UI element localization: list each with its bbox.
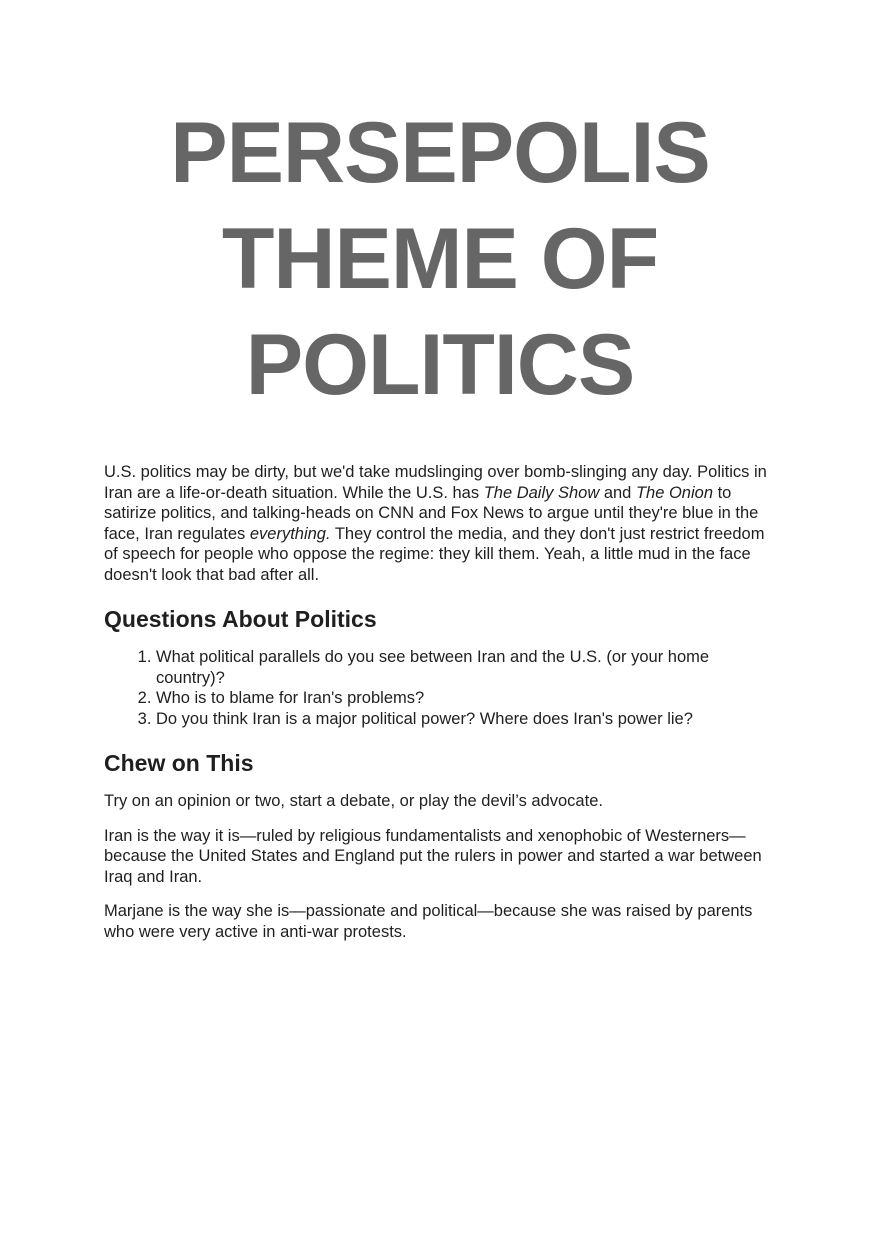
show-title-onion: The Onion <box>635 483 713 502</box>
intro-text-3: to satirize politics, and talking-heads on CNN and Fox News to argue until they're blue in the face, Iran regulates <box>104 483 759 543</box>
intro-text-4: They control the media, and they don't just restrict freedom of speech for people who oppose the regime: they kill them. Yeah, a little mud in the face doesn't look that bad after all. <box>104 524 765 584</box>
title-line-1: PERSEPOLIS <box>170 105 710 201</box>
main-content <box>104 462 780 956</box>
question-item: 2. Who is to blame for Iran's problems? <box>156 688 780 709</box>
title-line-2: THEME OF <box>221 211 659 307</box>
page-title <box>0 100 880 418</box>
chew-paragraph: Iran is the way it is—ruled by religious fundamentalists and xenophobic of Westerners—because the United States and England put the rulers in power and started a war between Iraq and Iran. <box>104 826 762 886</box>
show-title-daily-show: The Daily Show <box>483 483 600 502</box>
title-line-3: POLITICS <box>245 317 635 413</box>
intro-paragraph <box>104 462 780 585</box>
chew-heading: Chew on This <box>104 750 254 776</box>
questions-list <box>104 647 780 729</box>
chew-paragraph: Try on an opinion or two, start a debate, or play the devil’s advocate. <box>104 792 603 810</box>
intro-text-1: U.S. politics may be dirty, but we'd take mudslinging over bomb-slinging any day. Politics in Iran are a life-or-death situation. While the U.S. has <box>104 463 767 502</box>
intro-text-2: and <box>599 483 636 502</box>
question-item: 1. What political parallels do you see between Iran and the U.S. (or your home country)? <box>156 647 780 688</box>
question-item: 3. Do you think Iran is a major political power? Where does Iran's power lie? <box>156 709 780 730</box>
intro-emphasis: everything. <box>249 524 331 543</box>
chew-paragraph: Marjane is the way she is—passionate and political—because she was raised by parents who were very active in anti-war protests. <box>104 902 753 941</box>
questions-heading: Questions About Politics <box>104 606 377 632</box>
